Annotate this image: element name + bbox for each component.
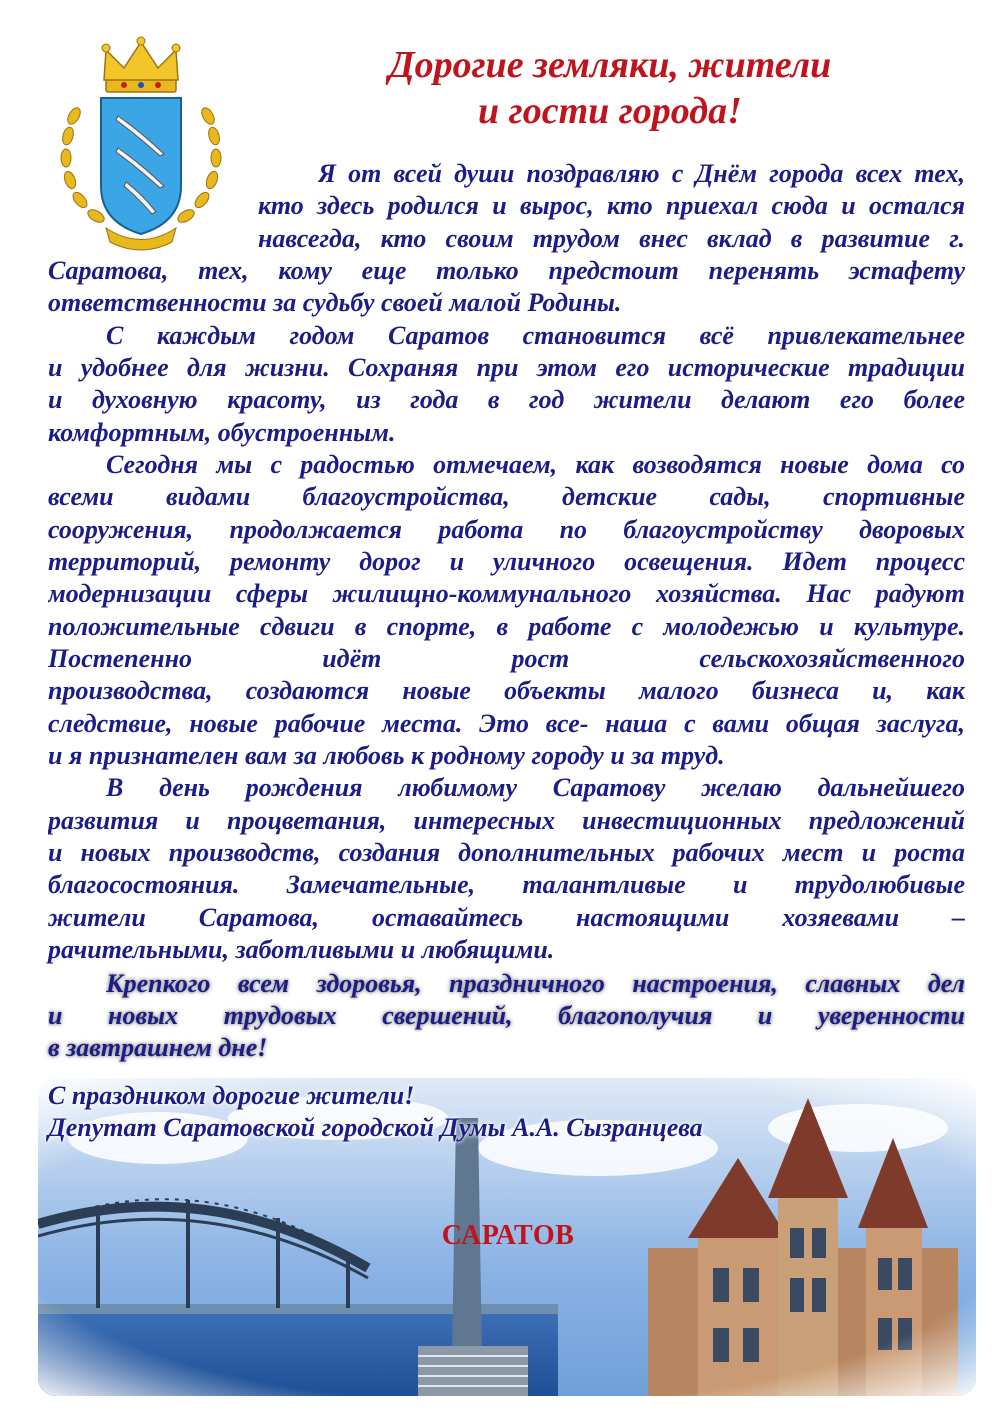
city-label: САРАТОВ <box>441 1220 575 1251</box>
letter-line: производства, создаются новые объекты малого бизнеса и, как <box>48 676 965 705</box>
letter-line: Я от всей души поздравляю с Днём города всех тех, <box>318 159 965 188</box>
letter-line: ответственности за судьбу своей малой Родины. <box>48 288 622 317</box>
letter-line: следствие, новые рабочие места. Это все- наша с вами общая заслуга, <box>48 709 965 738</box>
letter-line: территорий, ремонту дорог и уличного освещения. Идет процесс <box>48 547 965 576</box>
letter-line: развития и процветания, интересных инвестиционных предложений <box>48 806 965 835</box>
letter-line: Крепкого всем здоровья, праздничного настроения, славных дел <box>106 969 965 998</box>
signature-author: Депутат Саратовской городской Думы А.А. Сызранцева <box>48 1113 703 1142</box>
letter-line: благосостояния. Замечательные, талантливые и трудолюбивые <box>48 870 965 899</box>
letter-line: С каждым годом Саратов становится всё привлекательнее <box>106 321 965 350</box>
coat-of-arms-emblem <box>46 36 236 256</box>
letter-line: и удобнее для жизни. Сохраняя при этом его исторические традиции <box>48 353 965 382</box>
letter-line: навсегда, кто своим трудом внес вклад в развитие г. <box>258 224 965 253</box>
letter-line: и новых трудовых свершений, благополучия и уверенности <box>48 1001 965 1030</box>
letter-line: и новых производств, создания дополнительных рабочих мест и роста <box>48 838 965 867</box>
crown-icon <box>102 37 180 92</box>
letter-line: кто здесь родился и вырос, кто приехал сюда и остался <box>258 191 965 220</box>
letter-line: В день рождения любимому Саратову желаю дальнейшего <box>106 773 965 802</box>
letter-line: комфортным, обустроенным. <box>48 418 396 447</box>
letter-line: и я признателен вам за любовь к родному городу и за труд. <box>48 741 725 770</box>
letter-line: Саратова, тех, кому еще только предстоит перенять эстафету <box>48 256 965 285</box>
letter-line: Сегодня мы с радостью отмечаем, как возводятся новые дома со <box>106 450 965 479</box>
title-line-2: и гости города! <box>478 90 742 132</box>
letter-line: в завтрашнем дне! <box>48 1033 268 1062</box>
letter-line: модернизации сферы жилищно-коммунального хозяйства. Нас радуют <box>48 579 965 608</box>
closing-greeting: С праздником дорогие жители! <box>48 1081 415 1110</box>
letter-line: Постепенно идёт рост сельскохозяйственного <box>48 644 965 673</box>
letter-line: рачительными, заботливыми и любящими. <box>48 935 555 964</box>
letter-line: и духовную красоту, из года в год жители делают его более <box>48 385 965 414</box>
letter-line: сооружения, продолжается работа по благоустройству дворовых <box>48 515 965 544</box>
letter-line: положительные сдвиги в спорте, в работе с молодежью и культуре. <box>48 612 965 641</box>
greeting-title <box>300 42 920 134</box>
letter-line: жители Саратова, оставайтесь настоящими хозяевами – <box>48 903 965 932</box>
title-line-1: Дорогие земляки, жители <box>388 44 832 86</box>
letter-line: всеми видами благоустройства, детские сады, спортивные <box>48 482 965 511</box>
